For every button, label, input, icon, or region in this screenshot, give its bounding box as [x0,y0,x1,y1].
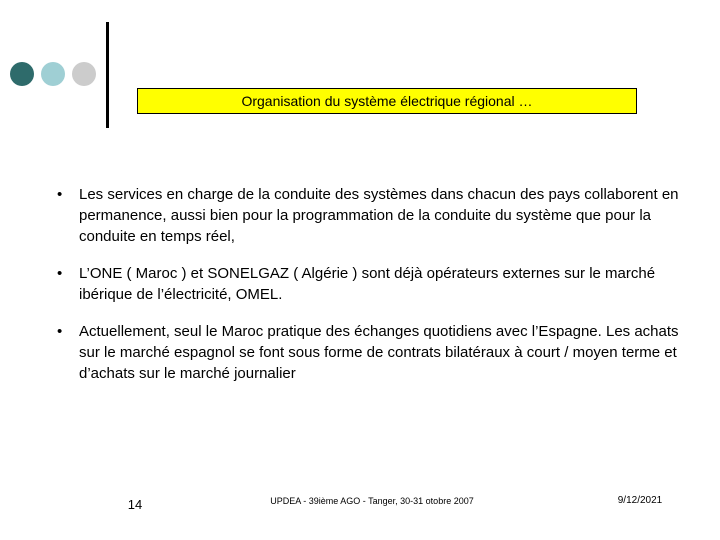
bullet-marker: • [57,265,63,282]
title-divider-line [106,22,109,128]
footer-event-text: UPDEA - 39ième AGO - Tanger, 30-31 otobre 2007 [270,496,474,506]
bullet-list [57,184,687,400]
bullet-text: L’ONE ( Maroc ) et SONELGAZ ( Algérie ) sont déjà opérateurs externes sur le marché ibérique de l’électricité, OMEL. [79,265,656,303]
bullet-text: Les services en charge de la conduite des systèmes dans chacun des pays collaborent en permanence, aussi bien pour la programmation de la conduite du système que pour la conduite en temps réel, [79,186,679,245]
slide-title: Organisation du système électrique régional … [241,93,533,109]
bullet-item [57,263,687,305]
bullet-item [57,184,687,247]
dark-teal-dot-icon [10,62,34,86]
bullet-marker: • [57,186,63,203]
bullet-marker: • [57,323,63,340]
gray-dot-icon [72,62,96,86]
bullet-item [57,321,687,384]
light-teal-dot-icon [41,62,65,86]
slide-title-box [137,88,637,114]
footer-date: 9/12/2021 [617,495,663,506]
bullet-text: Actuellement, seul le Maroc pratique des échanges quotidiens avec l’Espagne. Les achats sur le marché espagnol se font sous forme de contrats bilatéraux à court / moyen terme et d’achats sur le marché journalier [79,323,679,382]
footer-page-number: 14 [127,497,143,512]
decorative-dots [10,62,96,88]
